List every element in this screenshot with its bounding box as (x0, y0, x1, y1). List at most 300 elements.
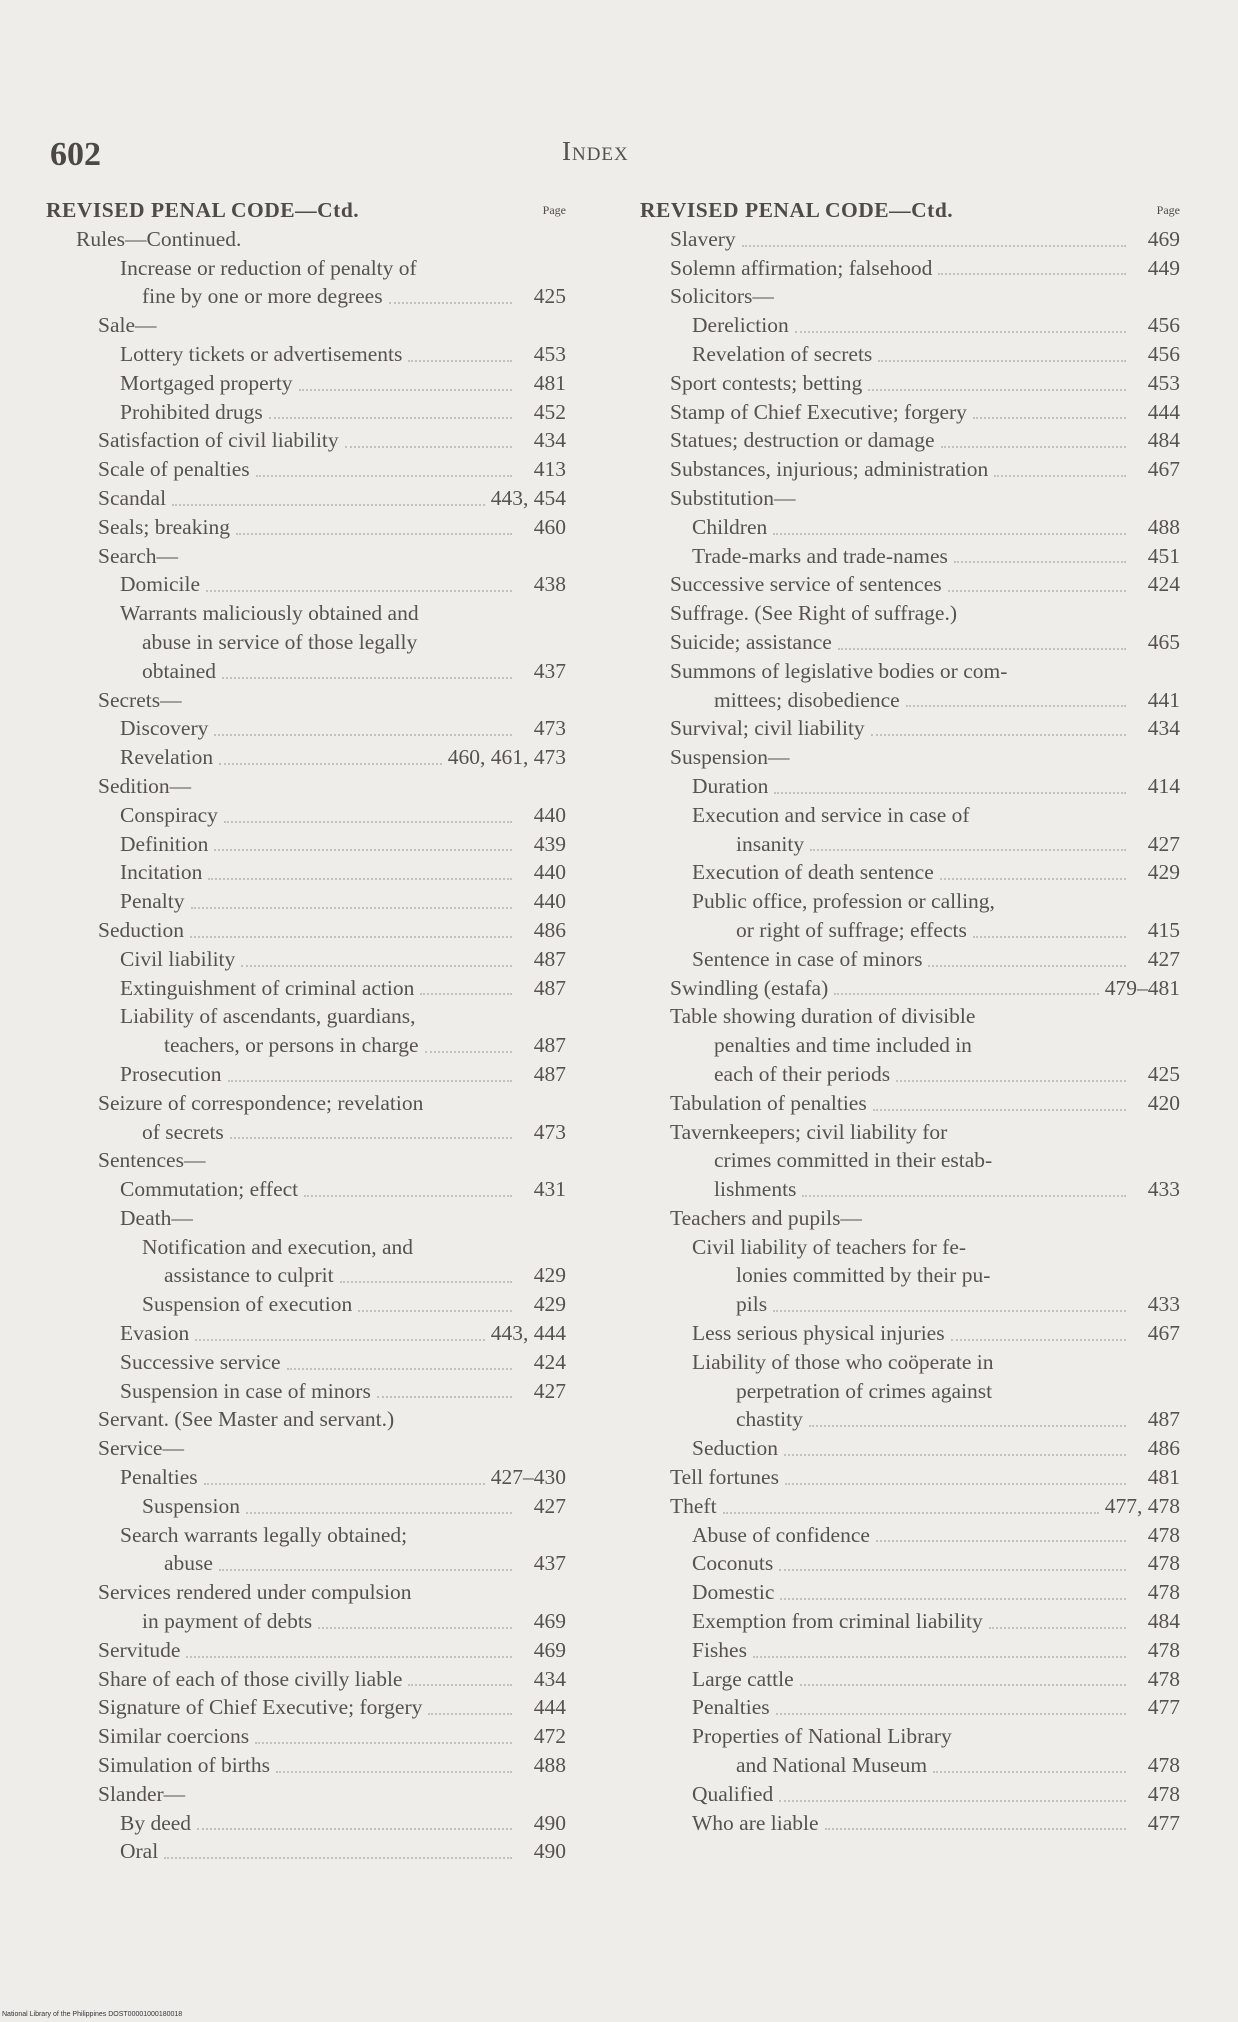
dot-leader (420, 993, 512, 995)
page-reference: 415 (1147, 917, 1180, 942)
index-entry (46, 1780, 566, 1809)
dot-leader (784, 1454, 1126, 1456)
index-entry (640, 1722, 1180, 1751)
index-entry (640, 1002, 1180, 1031)
index-entry (640, 1780, 1180, 1809)
index-entry (640, 858, 1180, 887)
dot-leader (164, 1857, 512, 1859)
index-entry (640, 1060, 1180, 1089)
entry-text: Less serious physical injuries (692, 1321, 945, 1346)
right-index-column (640, 196, 1180, 1837)
index-entry (640, 1751, 1180, 1780)
dot-leader (214, 849, 512, 851)
index-entry (46, 1146, 566, 1175)
page-reference: 441 (1147, 687, 1180, 712)
dot-leader (236, 533, 512, 535)
page-reference: 425 (1147, 1061, 1180, 1086)
page-reference: 490 (533, 1839, 566, 1864)
entry-text: Servant. (See Master and servant.) (98, 1407, 395, 1432)
page-reference: 473 (533, 1119, 566, 1144)
scan-footer: National Library of the Philippines DOST00001000180018 (2, 2011, 183, 2018)
entry-text: Revelation of secrets (692, 341, 873, 366)
index-entry (46, 1693, 566, 1722)
entry-text: or right of suffrage; effects (736, 917, 967, 942)
entry-text: lonies committed by their pu- (736, 1263, 991, 1288)
index-entry (46, 1722, 566, 1751)
dot-leader (948, 590, 1126, 592)
entry-text: Civil liability (120, 946, 236, 971)
page-reference: 478 (1147, 1551, 1180, 1576)
page-reference: 413 (533, 457, 566, 482)
entry-text: Suspension (142, 1493, 240, 1518)
entry-text: of secrets (142, 1119, 224, 1144)
entry-text: Statues; destruction or damage (670, 428, 935, 453)
index-entry (46, 513, 566, 542)
entry-text: Share of each of those civilly liable (98, 1666, 403, 1691)
index-entry (46, 858, 566, 887)
page-reference: 433 (1147, 1177, 1180, 1202)
entry-text: Scandal (98, 485, 167, 510)
index-entry (640, 254, 1180, 283)
dot-leader (973, 936, 1126, 938)
entry-text: Slander— (98, 1781, 186, 1806)
dot-leader (809, 1425, 1126, 1427)
page-reference: 487 (533, 1061, 566, 1086)
entry-text: Penalties (120, 1465, 198, 1490)
index-entry (46, 1002, 566, 1031)
index-entry (46, 1118, 566, 1147)
page-reference: 467 (1147, 457, 1180, 482)
dot-leader (742, 245, 1126, 247)
entry-text: Children (692, 514, 768, 539)
dot-leader (408, 360, 512, 362)
page-reference: 424 (1147, 572, 1180, 597)
index-entry (46, 599, 566, 628)
entry-text: Revelation (120, 745, 214, 770)
index-entry (640, 1233, 1180, 1262)
index-entry (46, 1636, 566, 1665)
entry-text: Lottery tickets or advertisements (120, 341, 403, 366)
dot-leader (994, 475, 1126, 477)
page-reference: 433 (1147, 1292, 1180, 1317)
index-entry (640, 1405, 1180, 1434)
entry-text: Suspension of execution (142, 1292, 353, 1317)
index-entry (640, 455, 1180, 484)
dot-leader (276, 1771, 512, 1773)
entry-text: Oral (120, 1839, 159, 1864)
entry-text: Tabulation of penalties (670, 1090, 867, 1115)
entry-text: Signature of Chief Executive; forgery (98, 1695, 423, 1720)
index-entry (640, 1146, 1180, 1175)
index-entry (46, 1837, 566, 1866)
entry-text: Suicide; assistance (670, 629, 832, 654)
entry-text: Rules—Continued. (76, 226, 242, 251)
index-entry (46, 945, 566, 974)
entry-text: Successive service (120, 1349, 281, 1374)
entry-text: Sale— (98, 313, 157, 338)
entry-text: lishments (714, 1177, 797, 1202)
entry-text: Public office, profession or calling, (692, 889, 995, 914)
index-entry (46, 570, 566, 599)
page-reference: 478 (1147, 1666, 1180, 1691)
dot-leader (871, 734, 1126, 736)
index-entry (46, 1405, 566, 1434)
index-entry (640, 1693, 1180, 1722)
dot-leader (928, 965, 1126, 967)
entry-text: Service— (98, 1436, 184, 1461)
index-entry (46, 1261, 566, 1290)
entry-text: Fishes (692, 1637, 747, 1662)
entry-text: Incitation (120, 860, 203, 885)
dot-leader (940, 878, 1126, 880)
dot-leader (428, 1713, 512, 1715)
page-reference: 484 (1147, 1609, 1180, 1634)
entry-text: Theft (670, 1493, 717, 1518)
dot-leader (780, 1598, 1126, 1600)
dot-leader (723, 1512, 1099, 1514)
page-reference: 484 (1147, 428, 1180, 453)
index-entry (640, 628, 1180, 657)
page-reference: 440 (533, 802, 566, 827)
heading-text: REVISED PENAL CODE—Ctd. (46, 198, 360, 222)
entry-text: Survival; civil liability (670, 716, 865, 741)
page-reference: 456 (1147, 313, 1180, 338)
page-reference: 427–430 (490, 1465, 566, 1490)
dot-leader (951, 1339, 1126, 1341)
index-entry (640, 1175, 1180, 1204)
dot-leader (219, 763, 442, 765)
entry-text: Suspension in case of minors (120, 1378, 371, 1403)
index-entry (640, 801, 1180, 830)
entry-text: Who are liable (692, 1810, 819, 1835)
entry-text: Sentences— (98, 1148, 206, 1173)
entry-text: Increase or reduction of penalty of (120, 255, 417, 280)
index-entry (640, 369, 1180, 398)
page-reference: 481 (533, 370, 566, 395)
index-entry (46, 686, 566, 715)
page-reference: 478 (1147, 1781, 1180, 1806)
index-entry (640, 686, 1180, 715)
entry-text: Penalty (120, 889, 185, 914)
entry-text: Penalties (692, 1695, 770, 1720)
index-entry (46, 1665, 566, 1694)
index-entry (46, 225, 566, 254)
index-entry (640, 1607, 1180, 1636)
dot-leader (834, 993, 1099, 995)
entry-text: fine by one or more degrees (142, 284, 383, 309)
entry-text: Stamp of Chief Executive; forgery (670, 399, 967, 424)
dot-leader (825, 1828, 1126, 1830)
entry-text: Mortgaged property (120, 370, 293, 395)
dot-leader (389, 302, 512, 304)
entry-text: insanity (736, 831, 805, 856)
entry-text: Suffrage. (See Right of suffrage.) (670, 601, 957, 626)
index-entry (46, 542, 566, 571)
index-entry (46, 340, 566, 369)
dot-leader (795, 331, 1126, 333)
index-entry (640, 542, 1180, 571)
page-reference: 478 (1147, 1580, 1180, 1605)
index-entry (46, 426, 566, 455)
page-reference: 467 (1147, 1321, 1180, 1346)
page-reference: 469 (533, 1609, 566, 1634)
entry-text: Properties of National Library (692, 1724, 952, 1749)
page-reference: 427 (533, 1493, 566, 1518)
index-entry (46, 743, 566, 772)
entry-text: Prohibited drugs (120, 399, 263, 424)
page-reference: 477 (1147, 1810, 1180, 1835)
index-entry (640, 1261, 1180, 1290)
dot-leader (304, 1195, 512, 1197)
dot-leader (425, 1051, 512, 1053)
entry-text: Sport contests; betting (670, 370, 863, 395)
entry-text: Scale of penalties (98, 457, 250, 482)
entry-text: Dereliction (692, 313, 789, 338)
index-entry (46, 1578, 566, 1607)
entry-text: Swindling (estafa) (670, 975, 829, 1000)
dot-leader (241, 965, 512, 967)
index-entry (640, 1578, 1180, 1607)
entry-text: Similar coercions (98, 1724, 250, 1749)
page-reference: 429 (533, 1263, 566, 1288)
entry-text: each of their periods (714, 1061, 891, 1086)
page-reference: 469 (1147, 226, 1180, 251)
dot-leader (345, 446, 512, 448)
entry-text: Solicitors— (670, 284, 774, 309)
entry-text: Coconuts (692, 1551, 774, 1576)
dot-leader (785, 1483, 1126, 1485)
entry-text: Liability of ascendants, guardians, (120, 1004, 416, 1029)
page-reference: 472 (533, 1724, 566, 1749)
page-reference: 420 (1147, 1090, 1180, 1115)
page-reference: 486 (1147, 1436, 1180, 1461)
page-reference: 488 (1147, 514, 1180, 539)
page-reference: 424 (533, 1349, 566, 1374)
index-entry (46, 830, 566, 859)
index-entry (46, 1492, 566, 1521)
page-reference: 456 (1147, 341, 1180, 366)
entry-text: Secrets— (98, 687, 182, 712)
index-entry (640, 1549, 1180, 1578)
entry-text: Sentence in case of minors (692, 946, 923, 971)
entry-text: Seduction (98, 917, 184, 942)
index-entry (46, 254, 566, 283)
index-entry (640, 484, 1180, 513)
page-reference: 488 (533, 1753, 566, 1778)
index-entry (46, 1233, 566, 1262)
page-reference: 440 (533, 860, 566, 885)
dot-leader (876, 1540, 1126, 1542)
index-entry (46, 1319, 566, 1348)
page-reference: 487 (1147, 1407, 1180, 1432)
index-entry (640, 1463, 1180, 1492)
page-reference: 478 (1147, 1522, 1180, 1547)
index-entry (640, 426, 1180, 455)
page-reference: 477 (1147, 1695, 1180, 1720)
entry-text: Warrants maliciously obtained and (120, 601, 419, 626)
page-reference: 427 (1147, 946, 1180, 971)
entry-text: in payment of debts (142, 1609, 313, 1634)
entry-text: chastity (736, 1407, 803, 1432)
dot-leader (938, 273, 1126, 275)
entry-text: perpetration of crimes against (736, 1378, 993, 1403)
index-entry (46, 974, 566, 1003)
entry-text: Satisfaction of civil liability (98, 428, 339, 453)
dot-leader (773, 1310, 1126, 1312)
entry-text: Notification and execution, and (142, 1234, 414, 1259)
index-entry (640, 398, 1180, 427)
dot-leader (776, 1713, 1126, 1715)
entry-text: Liability of those who coöperate in (692, 1349, 994, 1374)
index-entry (46, 1060, 566, 1089)
index-entry (640, 743, 1180, 772)
dot-leader (868, 389, 1126, 391)
entry-text: Seals; breaking (98, 514, 230, 539)
index-entry (640, 225, 1180, 254)
index-entry (46, 311, 566, 340)
entry-text: abuse (164, 1551, 213, 1576)
index-entry (46, 628, 566, 657)
index-entry (640, 1089, 1180, 1118)
dot-leader (753, 1656, 1126, 1658)
dot-leader (256, 475, 512, 477)
dot-leader (191, 907, 513, 909)
dot-leader (318, 1627, 512, 1629)
entry-text: Qualified (692, 1781, 774, 1806)
index-entry (640, 772, 1180, 801)
entry-text: Search— (98, 543, 178, 568)
page-reference: 478 (1147, 1753, 1180, 1778)
entry-text: abuse in service of those legally (142, 629, 418, 654)
entry-text: mittees; disobedience (714, 687, 900, 712)
dot-leader (246, 1512, 512, 1514)
index-entry (46, 1348, 566, 1377)
entry-text: By deed (120, 1810, 192, 1835)
index-entry (46, 887, 566, 916)
index-entry (46, 1175, 566, 1204)
dot-leader (838, 648, 1126, 650)
page-reference: 444 (1147, 399, 1180, 424)
page-label: Page (1156, 203, 1180, 217)
entry-text: Solemn affirmation; falsehood (670, 255, 933, 280)
dot-leader (206, 590, 512, 592)
index-entry (640, 599, 1180, 628)
dot-leader (224, 821, 512, 823)
page-reference: 434 (1147, 716, 1180, 741)
dot-leader (408, 1684, 512, 1686)
dot-leader (810, 849, 1126, 851)
index-entry (46, 1607, 566, 1636)
entry-text: assistance to culprit (164, 1263, 334, 1288)
entry-text: penalties and time included in (714, 1033, 972, 1058)
entry-text: Prosecution (120, 1061, 222, 1086)
dot-leader (214, 734, 512, 736)
entry-text: Servitude (98, 1637, 181, 1662)
entry-text: Search warrants legally obtained; (120, 1522, 408, 1547)
entry-text: and National Museum (736, 1753, 928, 1778)
index-entry (46, 714, 566, 743)
dot-leader (222, 677, 512, 679)
page-reference: 481 (1147, 1465, 1180, 1490)
entry-text: Exemption from criminal liability (692, 1609, 983, 1634)
entry-text: Domestic (692, 1580, 775, 1605)
page-reference: 427 (533, 1378, 566, 1403)
dot-leader (299, 389, 512, 391)
dot-leader (878, 360, 1126, 362)
index-entry (46, 455, 566, 484)
page-reference: 487 (533, 1033, 566, 1058)
dot-leader (208, 878, 512, 880)
entry-text: Table showing duration of divisible (670, 1004, 976, 1029)
dot-leader (989, 1627, 1126, 1629)
page-reference: 439 (533, 831, 566, 856)
dot-leader (800, 1684, 1126, 1686)
dot-leader (941, 446, 1127, 448)
entry-text: Large cattle (692, 1666, 794, 1691)
page-reference: 469 (533, 1637, 566, 1662)
dot-leader (906, 705, 1126, 707)
index-entry (640, 1809, 1180, 1838)
dot-leader (779, 1569, 1126, 1571)
index-entry (640, 714, 1180, 743)
page-reference: 486 (533, 917, 566, 942)
left-index-column (46, 196, 566, 1866)
page-reference: 479–481 (1104, 975, 1180, 1000)
dot-leader (954, 561, 1126, 563)
index-entry (640, 916, 1180, 945)
index-entry (46, 369, 566, 398)
index-entry (46, 1089, 566, 1118)
dot-leader (802, 1195, 1126, 1197)
index-entry (46, 1377, 566, 1406)
entry-text: Definition (120, 831, 209, 856)
index-entry (46, 484, 566, 513)
page-reference: 478 (1147, 1637, 1180, 1662)
index-entry (46, 1463, 566, 1492)
entry-text: obtained (142, 658, 217, 683)
index-entry (640, 282, 1180, 311)
entry-text: Execution and service in case of (692, 802, 970, 827)
dot-leader (255, 1742, 512, 1744)
index-entry (640, 1665, 1180, 1694)
index-entry (640, 1290, 1180, 1319)
dot-leader (195, 1339, 484, 1341)
entry-text: Tavernkeepers; civil liability for (670, 1119, 948, 1144)
entry-text: Substitution— (670, 485, 796, 510)
dot-leader (172, 504, 485, 506)
page-reference: 460 (533, 514, 566, 539)
page-reference: 453 (533, 341, 566, 366)
page-reference: 443, 454 (490, 485, 566, 510)
page-reference: 473 (533, 716, 566, 741)
index-entry (46, 657, 566, 686)
page-reference: 434 (533, 428, 566, 453)
index-entry (640, 830, 1180, 859)
index-entry (640, 1377, 1180, 1406)
entry-text: Tell fortunes (670, 1465, 779, 1490)
index-entry (46, 1549, 566, 1578)
right-column-heading (640, 196, 1180, 225)
entry-text: Extinguishment of criminal action (120, 975, 415, 1000)
page-reference: 444 (533, 1695, 566, 1720)
dot-leader (779, 1800, 1126, 1802)
page-reference: 452 (533, 399, 566, 424)
entry-text: Duration (692, 773, 769, 798)
index-entry (640, 340, 1180, 369)
entry-text: teachers, or persons in charge (164, 1033, 419, 1058)
page-reference: 487 (533, 946, 566, 971)
entry-text: Execution of death sentence (692, 860, 934, 885)
